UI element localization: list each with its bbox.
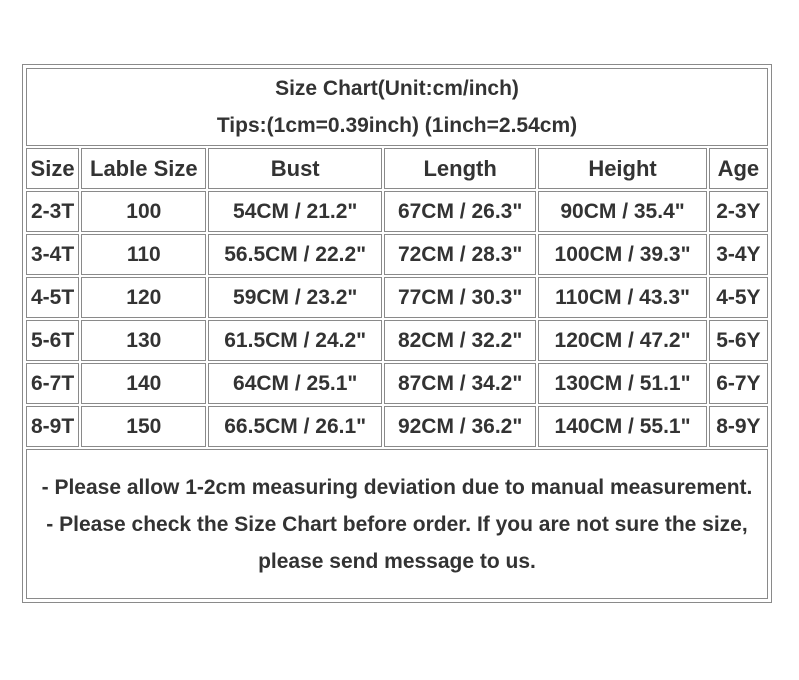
cell-height: 100CM / 39.3" <box>538 234 706 275</box>
column-header-length: Length <box>384 148 536 189</box>
cell-label-size: 120 <box>81 277 206 318</box>
note-measuring-deviation: - Please allow 1-2cm measuring deviation due to manual measurement. <box>41 475 753 499</box>
cell-length: 92CM / 36.2" <box>384 406 536 447</box>
conversion-tips: Tips:(1cm=0.39inch) (1inch=2.54cm) <box>216 114 578 137</box>
notes-section <box>26 449 768 599</box>
column-header-size: Size <box>26 148 79 189</box>
cell-bust: 61.5CM / 24.2" <box>208 320 381 361</box>
cell-size: 6-7T <box>26 363 79 404</box>
header-row <box>26 148 768 189</box>
chart-header <box>26 68 768 146</box>
cell-bust: 56.5CM / 22.2" <box>208 234 381 275</box>
column-header-height: Height <box>538 148 706 189</box>
table-row <box>26 363 768 404</box>
cell-height: 90CM / 35.4" <box>538 191 706 232</box>
cell-length: 82CM / 32.2" <box>384 320 536 361</box>
cell-age: 5-6Y <box>709 320 768 361</box>
cell-label-size: 130 <box>81 320 206 361</box>
table-row <box>26 406 768 447</box>
cell-height: 140CM / 55.1" <box>538 406 706 447</box>
cell-height: 120CM / 47.2" <box>538 320 706 361</box>
note-check-size-chart: - Please check the Size Chart before order. If you are not sure the size, please send message to us. <box>46 512 748 573</box>
cell-length: 72CM / 28.3" <box>384 234 536 275</box>
table-row <box>26 234 768 275</box>
cell-length: 77CM / 30.3" <box>384 277 536 318</box>
cell-age: 8-9Y <box>709 406 768 447</box>
cell-size: 2-3T <box>26 191 79 232</box>
cell-age: 2-3Y <box>709 191 768 232</box>
chart-title: Size Chart(Unit:cm/inch) <box>275 77 519 100</box>
cell-length: 67CM / 26.3" <box>384 191 536 232</box>
cell-label-size: 140 <box>81 363 206 404</box>
cell-length: 87CM / 34.2" <box>384 363 536 404</box>
cell-age: 4-5Y <box>709 277 768 318</box>
cell-size: 8-9T <box>26 406 79 447</box>
table-row <box>26 320 768 361</box>
cell-label-size: 100 <box>81 191 206 232</box>
cell-bust: 66.5CM / 26.1" <box>208 406 381 447</box>
cell-age: 3-4Y <box>709 234 768 275</box>
cell-height: 130CM / 51.1" <box>538 363 706 404</box>
cell-size: 3-4T <box>26 234 79 275</box>
size-chart-table <box>24 66 770 601</box>
column-header-label-size: Lable Size <box>81 148 206 189</box>
column-header-age: Age <box>709 148 768 189</box>
cell-label-size: 150 <box>81 406 206 447</box>
size-chart <box>22 64 772 603</box>
cell-bust: 54CM / 21.2" <box>208 191 381 232</box>
cell-size: 5-6T <box>26 320 79 361</box>
cell-size: 4-5T <box>26 277 79 318</box>
cell-bust: 64CM / 25.1" <box>208 363 381 404</box>
column-header-bust: Bust <box>208 148 381 189</box>
table-row <box>26 191 768 232</box>
cell-age: 6-7Y <box>709 363 768 404</box>
cell-bust: 59CM / 23.2" <box>208 277 381 318</box>
table-row <box>26 277 768 318</box>
cell-label-size: 110 <box>81 234 206 275</box>
cell-height: 110CM / 43.3" <box>538 277 706 318</box>
